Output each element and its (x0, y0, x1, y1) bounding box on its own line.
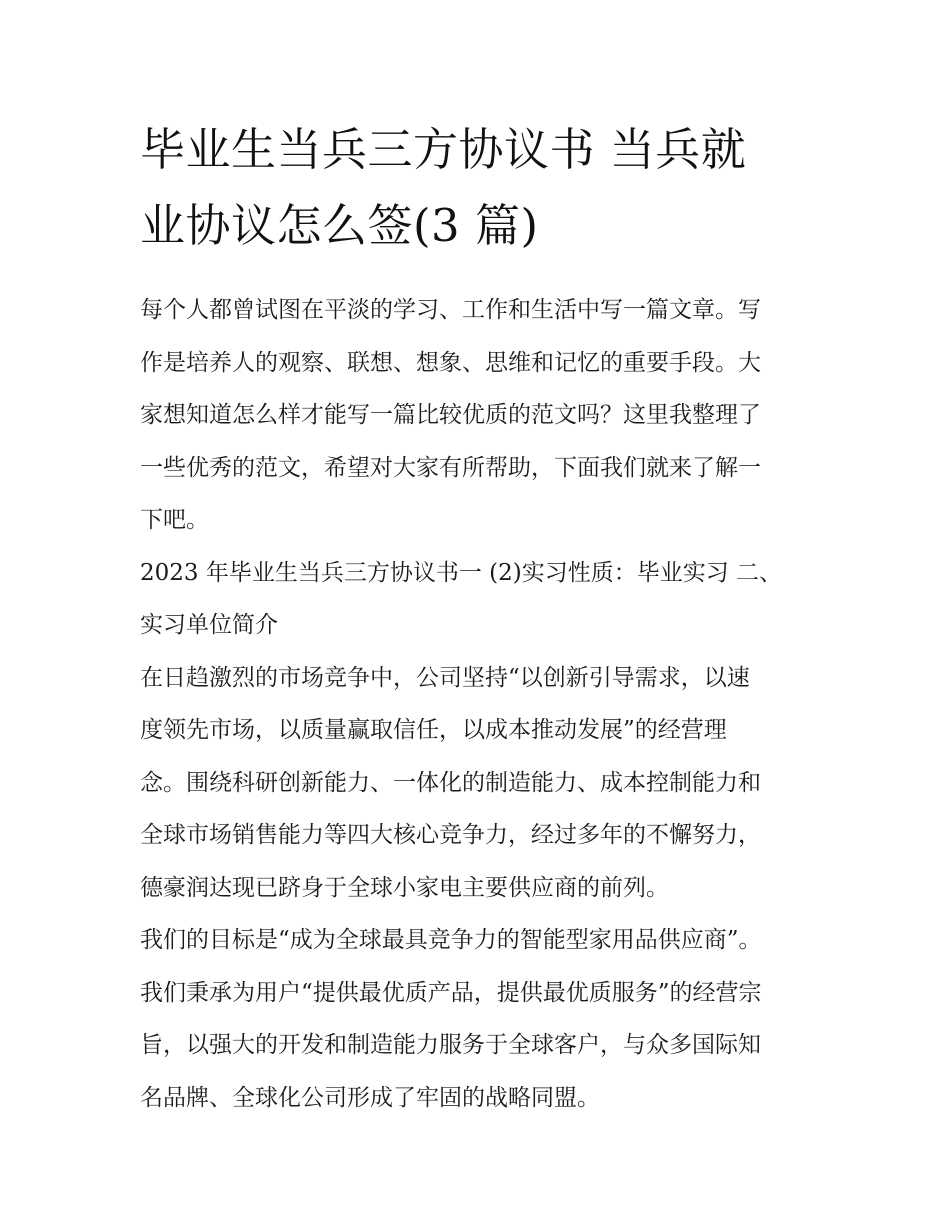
paragraph-line: 我们秉承为用户“提供最优质产品，提供最优质服务”的经营宗 (140, 979, 762, 1006)
paragraph-line: 我们的目标是“成为全球最具竞争力的智能型家用品供应商”。 (140, 927, 762, 953)
paragraph-line: 家想知道怎么样才能写一篇比较优质的范文吗？这里我整理了 (140, 402, 761, 428)
paragraph-line: 全球市场销售能力等四大核心竞争力，经过多年的不懈努力， (140, 822, 761, 848)
paragraph-line: 每个人都曾试图在平淡的学习、工作和生活中写一篇文章。写 (140, 297, 761, 323)
paragraph-line: 德豪润达现已跻身于全球小家电主要供应商的前列。 (140, 874, 669, 901)
title-line: 毕业生当兵三方协议书 当兵就 (140, 123, 747, 176)
document-title (140, 112, 820, 264)
paragraph-intro (140, 284, 820, 547)
paragraph-line: 实习单位简介 (140, 612, 278, 638)
document-body (140, 284, 820, 1124)
paragraph-line: 作是培养人的观察、联想、想象、思维和记忆的重要手段。大 (140, 349, 761, 376)
paragraph-line: 名品牌、全球化公司形成了牢固的战略同盟。 (140, 1084, 600, 1111)
paragraph-line: 度领先市场，以质量赢取信任，以成本推动发展”的经营理 (140, 717, 727, 743)
title-line: 业协议怎么签(3 篇) (140, 199, 539, 252)
paragraph-company-goal (140, 914, 820, 1124)
paragraph-line: 念。围绕科研创新能力、一体化的制造能力、成本控制能力和 (140, 769, 761, 796)
paragraph-line: 2023 年毕业生当兵三方协议书一 (2)实习性质：毕业实习 二、 (140, 559, 783, 586)
paragraph-line: 一些优秀的范文，希望对大家有所帮助，下面我们就来了解一 (140, 454, 761, 481)
document-content (140, 112, 820, 1124)
paragraph-company-competition (140, 652, 820, 915)
paragraph-line: 在日趋激烈的市场竞争中，公司坚持“以创新引导需求，以速 (140, 664, 750, 691)
paragraph-internship-nature (140, 547, 820, 652)
paragraph-line: 旨，以强大的开发和制造能力服务于全球客户，与众多国际知 (140, 1032, 761, 1058)
paragraph-line: 下吧。 (140, 507, 209, 533)
